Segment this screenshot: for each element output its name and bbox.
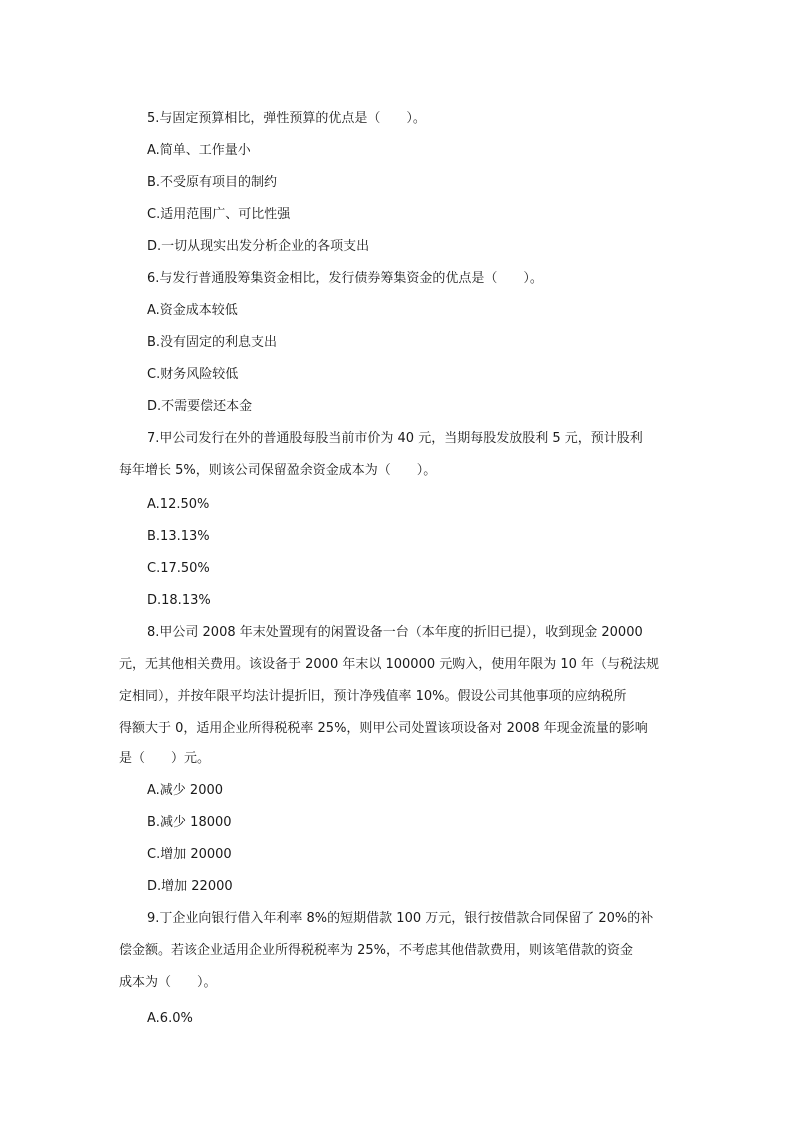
question-8-stem-line-5: 是（ ）元。 — [119, 751, 211, 766]
question-8-option-d: D.增加 22000 — [147, 879, 233, 894]
question-9-stem-line-2: 偿金额。若该企业适用企业所得税税率为 25%，不考虑其他借款费用，则该笔借款的资金 — [119, 943, 634, 958]
question-6-option-c: C.财务风险较低 — [147, 367, 239, 382]
question-6-option-b: B.没有固定的利息支出 — [147, 335, 278, 350]
question-5-option-a: A.简单、工作量小 — [147, 143, 251, 158]
question-9-stem-line-3: 成本为（ ）。 — [119, 975, 217, 990]
question-8-stem-line-2: 元，无其他相关费用。该设备于 2000 年末以 100000 元购入，使用年限为 10 年（与税法规 — [119, 657, 660, 672]
question-9-stem-line-1: 9.丁企业向银行借入年利率 8%的短期借款 100 万元，银行按借款合同保留了 20%的补 — [147, 911, 654, 926]
question-6-stem: 6.与发行普通股筹集资金相比，发行债券筹集资金的优点是（ ）。 — [147, 271, 543, 286]
question-5-option-b: B.不受原有项目的制约 — [147, 175, 278, 190]
question-5-stem: 5.与固定预算相比，弹性预算的优点是（ ）。 — [147, 111, 426, 126]
question-7-option-a: A.12.50% — [147, 497, 210, 512]
question-7-stem-line-1: 7.甲公司发行在外的普通股每股当前市价为 40 元，当期每股发放股利 5 元，预计股利 — [147, 431, 643, 446]
question-8-option-b: B.减少 18000 — [147, 815, 232, 830]
question-7-option-d: D.18.13% — [147, 593, 211, 608]
question-6-option-d: D.不需要偿还本金 — [147, 399, 253, 414]
question-5-option-d: D.一切从现实出发分析企业的各项支出 — [147, 239, 370, 254]
question-5-option-c: C.适用范围广、可比性强 — [147, 207, 291, 222]
question-8-stem-line-3: 定相同），并按年限平均法计提折旧，预计净残值率 10%。假设公司其他事项的应纳税所 — [119, 689, 627, 704]
question-7-stem-line-2: 每年增长 5%，则该公司保留盈余资金成本为（ ）。 — [119, 463, 437, 478]
question-8-option-c: C.增加 20000 — [147, 847, 232, 862]
question-8-option-a: A.减少 2000 — [147, 783, 224, 798]
question-8-stem-line-1: 8.甲公司 2008 年末处置现有的闲置设备一台（本年度的折旧已提），收到现金 20000 — [147, 625, 643, 640]
question-9-option-a: A.6.0% — [147, 1011, 193, 1026]
question-7-option-b: B.13.13% — [147, 529, 210, 544]
question-8-stem-line-4: 得额大于 0，适用企业所得税税率 25%，则甲公司处置该项设备对 2008 年现金流量的影响 — [119, 721, 648, 736]
question-7-option-c: C.17.50% — [147, 561, 210, 576]
question-6-option-a: A.资金成本较低 — [147, 303, 238, 318]
